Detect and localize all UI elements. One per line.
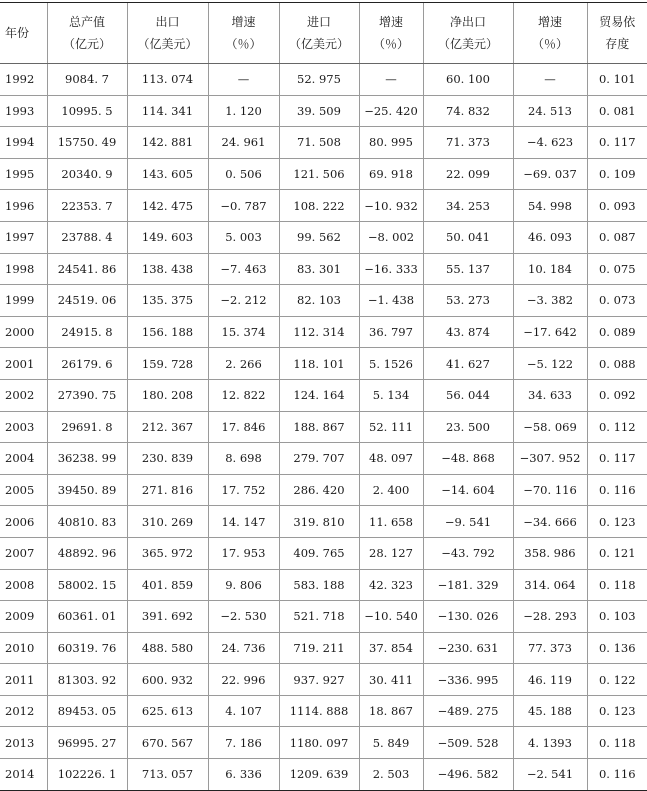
cell-export-growth: 8. 698 xyxy=(208,443,279,475)
cell-total-output: 96995. 27 xyxy=(47,727,127,759)
cell-total-output: 23788. 4 xyxy=(47,221,127,253)
cell-export: 271. 816 xyxy=(127,474,208,506)
cell-year: 1997 xyxy=(0,221,47,253)
table-body xyxy=(0,64,647,791)
cell-export: 156. 188 xyxy=(127,316,208,348)
cell-total-output: 20340. 9 xyxy=(47,158,127,190)
cell-export: 143. 605 xyxy=(127,158,208,190)
column-header-line2: （亿元） xyxy=(62,37,111,51)
cell-net-export: 34. 253 xyxy=(423,190,513,222)
cell-year: 2001 xyxy=(0,348,47,380)
cell-net-export: 74. 832 xyxy=(423,95,513,127)
cell-total-output: 60361. 01 xyxy=(47,601,127,633)
cell-year: 1992 xyxy=(0,64,47,96)
cell-import: 583. 188 xyxy=(279,569,359,601)
column-header-line1: 增速 xyxy=(537,15,562,29)
cell-net-export-growth: −307. 952 xyxy=(513,443,587,475)
cell-net-export-growth: 46. 093 xyxy=(513,221,587,253)
column-header-net-export-growth xyxy=(513,3,587,64)
table-row xyxy=(0,316,647,348)
cell-export-growth: 4. 107 xyxy=(208,695,279,727)
cell-net-export: −48. 868 xyxy=(423,443,513,475)
cell-import: 719. 211 xyxy=(279,632,359,664)
column-header-line1: 年份 xyxy=(5,26,30,40)
cell-import-growth: — xyxy=(359,64,423,96)
cell-import-growth: −25. 420 xyxy=(359,95,423,127)
cell-net-export: −14. 604 xyxy=(423,474,513,506)
cell-export: 230. 839 xyxy=(127,443,208,475)
table-row xyxy=(0,443,647,475)
cell-import-growth: −10. 932 xyxy=(359,190,423,222)
cell-import: 279. 707 xyxy=(279,443,359,475)
table-row xyxy=(0,601,647,633)
cell-net-export-growth: 34. 633 xyxy=(513,379,587,411)
cell-year: 1994 xyxy=(0,127,47,159)
column-header-line2: （％） xyxy=(372,37,409,51)
cell-net-export: −496. 582 xyxy=(423,759,513,791)
cell-total-output: 26179. 6 xyxy=(47,348,127,380)
cell-year: 1995 xyxy=(0,158,47,190)
cell-net-export-growth: −34. 666 xyxy=(513,506,587,538)
cell-net-export-growth: 10. 184 xyxy=(513,253,587,285)
cell-trade-dependence: 0. 101 xyxy=(587,64,647,96)
cell-trade-dependence: 0. 117 xyxy=(587,443,647,475)
column-header-line2: （亿美元） xyxy=(437,37,498,51)
cell-import-growth: 48. 097 xyxy=(359,443,423,475)
cell-import-growth: 11. 658 xyxy=(359,506,423,538)
cell-net-export: −336. 995 xyxy=(423,664,513,696)
table-row xyxy=(0,253,647,285)
cell-export: 713. 057 xyxy=(127,759,208,791)
cell-net-export-growth: −17. 642 xyxy=(513,316,587,348)
cell-trade-dependence: 0. 122 xyxy=(587,664,647,696)
cell-import-growth: 36. 797 xyxy=(359,316,423,348)
column-header-line1: 增速 xyxy=(231,15,256,29)
cell-net-export-growth: −28. 293 xyxy=(513,601,587,633)
cell-net-export: 50. 041 xyxy=(423,221,513,253)
cell-export-growth: 9. 806 xyxy=(208,569,279,601)
column-header-trade-dependence xyxy=(587,3,647,64)
cell-year: 2013 xyxy=(0,727,47,759)
cell-total-output: 102226. 1 xyxy=(47,759,127,791)
cell-net-export: −9. 541 xyxy=(423,506,513,538)
cell-net-export: 53. 273 xyxy=(423,285,513,317)
cell-import-growth: 80. 995 xyxy=(359,127,423,159)
cell-export-growth: 5. 003 xyxy=(208,221,279,253)
cell-year: 2008 xyxy=(0,569,47,601)
table-row xyxy=(0,190,647,222)
cell-trade-dependence: 0. 123 xyxy=(587,506,647,538)
cell-import-growth: 18. 867 xyxy=(359,695,423,727)
cell-net-export: 22. 099 xyxy=(423,158,513,190)
cell-export: 138. 438 xyxy=(127,253,208,285)
cell-import: 112. 314 xyxy=(279,316,359,348)
column-header-line1: 总产值 xyxy=(68,15,105,29)
cell-export-growth: −0. 787 xyxy=(208,190,279,222)
cell-total-output: 60319. 76 xyxy=(47,632,127,664)
cell-year: 2006 xyxy=(0,506,47,538)
column-header-line2: （亿美元） xyxy=(288,37,349,51)
cell-export-growth: −2. 212 xyxy=(208,285,279,317)
cell-net-export-growth: −69. 037 xyxy=(513,158,587,190)
cell-export: 142. 881 xyxy=(127,127,208,159)
cell-export: 135. 375 xyxy=(127,285,208,317)
cell-year: 1996 xyxy=(0,190,47,222)
column-header-total-output xyxy=(47,3,127,64)
column-header-line2: （％） xyxy=(225,37,262,51)
cell-net-export-growth: 45. 188 xyxy=(513,695,587,727)
cell-trade-dependence: 0. 089 xyxy=(587,316,647,348)
column-header-line1: 净出口 xyxy=(449,15,486,29)
cell-net-export: −489. 275 xyxy=(423,695,513,727)
cell-import-growth: −10. 540 xyxy=(359,601,423,633)
cell-total-output: 48892. 96 xyxy=(47,537,127,569)
cell-trade-dependence: 0. 117 xyxy=(587,127,647,159)
cell-year: 1993 xyxy=(0,95,47,127)
cell-export-growth: −7. 463 xyxy=(208,253,279,285)
cell-export-growth: — xyxy=(208,64,279,96)
cell-export-growth: 17. 953 xyxy=(208,537,279,569)
cell-export-growth: 2. 266 xyxy=(208,348,279,380)
cell-net-export-growth: 24. 513 xyxy=(513,95,587,127)
column-header-export-growth xyxy=(208,3,279,64)
cell-import: 108. 222 xyxy=(279,190,359,222)
cell-total-output: 39450. 89 xyxy=(47,474,127,506)
cell-trade-dependence: 0. 116 xyxy=(587,474,647,506)
table-row xyxy=(0,127,647,159)
cell-total-output: 10995. 5 xyxy=(47,95,127,127)
cell-net-export: −130. 026 xyxy=(423,601,513,633)
cell-import: 124. 164 xyxy=(279,379,359,411)
table-row xyxy=(0,221,647,253)
cell-import: 71. 508 xyxy=(279,127,359,159)
cell-import: 82. 103 xyxy=(279,285,359,317)
cell-import: 121. 506 xyxy=(279,158,359,190)
table-row xyxy=(0,95,647,127)
cell-net-export-growth: 46. 119 xyxy=(513,664,587,696)
column-header-import xyxy=(279,3,359,64)
cell-net-export: 55. 137 xyxy=(423,253,513,285)
cell-import: 83. 301 xyxy=(279,253,359,285)
cell-export: 212. 367 xyxy=(127,411,208,443)
cell-export: 149. 603 xyxy=(127,221,208,253)
cell-net-export-growth: 4. 1393 xyxy=(513,727,587,759)
cell-trade-dependence: 0. 118 xyxy=(587,569,647,601)
cell-net-export-growth: −70. 116 xyxy=(513,474,587,506)
cell-export: 625. 613 xyxy=(127,695,208,727)
cell-total-output: 89453. 05 xyxy=(47,695,127,727)
table-row xyxy=(0,632,647,664)
cell-import-growth: 28. 127 xyxy=(359,537,423,569)
cell-net-export: −181. 329 xyxy=(423,569,513,601)
cell-import-growth: 5. 849 xyxy=(359,727,423,759)
cell-year: 2004 xyxy=(0,443,47,475)
trade-statistics-table xyxy=(0,2,647,791)
cell-import-growth: 5. 1526 xyxy=(359,348,423,380)
cell-export: 600. 932 xyxy=(127,664,208,696)
cell-year: 2010 xyxy=(0,632,47,664)
column-header-line2: （％） xyxy=(531,37,568,51)
table-row xyxy=(0,759,647,791)
cell-trade-dependence: 0. 121 xyxy=(587,537,647,569)
table-row xyxy=(0,285,647,317)
cell-import: 1209. 639 xyxy=(279,759,359,791)
cell-export-growth: 22. 996 xyxy=(208,664,279,696)
table-row xyxy=(0,474,647,506)
cell-export: 365. 972 xyxy=(127,537,208,569)
table-row xyxy=(0,537,647,569)
cell-trade-dependence: 0. 123 xyxy=(587,695,647,727)
column-header-year xyxy=(0,3,47,64)
cell-export-growth: 1. 120 xyxy=(208,95,279,127)
cell-year: 2012 xyxy=(0,695,47,727)
cell-trade-dependence: 0. 081 xyxy=(587,95,647,127)
column-header-line1: 增速 xyxy=(378,15,403,29)
cell-export: 114. 341 xyxy=(127,95,208,127)
cell-total-output: 81303. 92 xyxy=(47,664,127,696)
cell-trade-dependence: 0. 112 xyxy=(587,411,647,443)
cell-year: 2003 xyxy=(0,411,47,443)
cell-total-output: 9084. 7 xyxy=(47,64,127,96)
cell-net-export: −509. 528 xyxy=(423,727,513,759)
cell-net-export-growth: −58. 069 xyxy=(513,411,587,443)
cell-import: 52. 975 xyxy=(279,64,359,96)
cell-trade-dependence: 0. 103 xyxy=(587,601,647,633)
table-row xyxy=(0,569,647,601)
cell-net-export: 56. 044 xyxy=(423,379,513,411)
cell-trade-dependence: 0. 075 xyxy=(587,253,647,285)
cell-total-output: 15750. 49 xyxy=(47,127,127,159)
cell-net-export: 60. 100 xyxy=(423,64,513,96)
cell-export-growth: 0. 506 xyxy=(208,158,279,190)
cell-trade-dependence: 0. 116 xyxy=(587,759,647,791)
cell-total-output: 22353. 7 xyxy=(47,190,127,222)
cell-total-output: 27390. 75 xyxy=(47,379,127,411)
cell-total-output: 24519. 06 xyxy=(47,285,127,317)
cell-export-growth: 24. 736 xyxy=(208,632,279,664)
cell-net-export-growth: −4. 623 xyxy=(513,127,587,159)
cell-import: 188. 867 xyxy=(279,411,359,443)
cell-net-export-growth: 54. 998 xyxy=(513,190,587,222)
cell-year: 2005 xyxy=(0,474,47,506)
cell-import-growth: −16. 333 xyxy=(359,253,423,285)
cell-net-export: −43. 792 xyxy=(423,537,513,569)
cell-export: 180. 208 xyxy=(127,379,208,411)
column-header-line1: 进口 xyxy=(306,15,331,29)
cell-trade-dependence: 0. 109 xyxy=(587,158,647,190)
cell-export-growth: 15. 374 xyxy=(208,316,279,348)
cell-import-growth: 69. 918 xyxy=(359,158,423,190)
table-row xyxy=(0,158,647,190)
cell-export: 401. 859 xyxy=(127,569,208,601)
cell-import: 319. 810 xyxy=(279,506,359,538)
column-header-line1: 出口 xyxy=(155,15,180,29)
cell-import: 1180. 097 xyxy=(279,727,359,759)
cell-net-export-growth: 77. 373 xyxy=(513,632,587,664)
cell-total-output: 58002. 15 xyxy=(47,569,127,601)
cell-export-growth: −2. 530 xyxy=(208,601,279,633)
cell-trade-dependence: 0. 092 xyxy=(587,379,647,411)
cell-trade-dependence: 0. 093 xyxy=(587,190,647,222)
cell-import: 937. 927 xyxy=(279,664,359,696)
table-row xyxy=(0,411,647,443)
cell-net-export: 43. 874 xyxy=(423,316,513,348)
cell-export: 142. 475 xyxy=(127,190,208,222)
cell-net-export-growth: −5. 122 xyxy=(513,348,587,380)
table-row xyxy=(0,727,647,759)
cell-export-growth: 17. 752 xyxy=(208,474,279,506)
cell-net-export-growth: — xyxy=(513,64,587,96)
cell-year: 2009 xyxy=(0,601,47,633)
cell-import-growth: 37. 854 xyxy=(359,632,423,664)
cell-total-output: 29691. 8 xyxy=(47,411,127,443)
cell-trade-dependence: 0. 073 xyxy=(587,285,647,317)
cell-total-output: 24915. 8 xyxy=(47,316,127,348)
column-header-export xyxy=(127,3,208,64)
cell-import: 118. 101 xyxy=(279,348,359,380)
column-header-import-growth xyxy=(359,3,423,64)
cell-trade-dependence: 0. 087 xyxy=(587,221,647,253)
cell-year: 2007 xyxy=(0,537,47,569)
cell-net-export: −230. 631 xyxy=(423,632,513,664)
cell-import-growth: −1. 438 xyxy=(359,285,423,317)
cell-export-growth: 12. 822 xyxy=(208,379,279,411)
cell-trade-dependence: 0. 118 xyxy=(587,727,647,759)
table-row xyxy=(0,664,647,696)
cell-export: 488. 580 xyxy=(127,632,208,664)
cell-import-growth: 52. 111 xyxy=(359,411,423,443)
column-header-line1: 贸易依 xyxy=(599,15,636,29)
column-header-net-export xyxy=(423,3,513,64)
cell-import-growth: 2. 503 xyxy=(359,759,423,791)
cell-export-growth: 24. 961 xyxy=(208,127,279,159)
cell-net-export-growth: 314. 064 xyxy=(513,569,587,601)
cell-import-growth: 2. 400 xyxy=(359,474,423,506)
cell-import: 1114. 888 xyxy=(279,695,359,727)
cell-import-growth: −8. 002 xyxy=(359,221,423,253)
table-row xyxy=(0,348,647,380)
cell-total-output: 40810. 83 xyxy=(47,506,127,538)
cell-year: 2000 xyxy=(0,316,47,348)
cell-import: 521. 718 xyxy=(279,601,359,633)
column-header-line2: 存度 xyxy=(605,37,630,51)
cell-import-growth: 42. 323 xyxy=(359,569,423,601)
cell-export-growth: 7. 186 xyxy=(208,727,279,759)
cell-export-growth: 17. 846 xyxy=(208,411,279,443)
cell-export-growth: 14. 147 xyxy=(208,506,279,538)
cell-import: 99. 562 xyxy=(279,221,359,253)
cell-export: 159. 728 xyxy=(127,348,208,380)
cell-year: 2014 xyxy=(0,759,47,791)
cell-net-export: 41. 627 xyxy=(423,348,513,380)
table-header xyxy=(0,3,647,64)
cell-year: 2002 xyxy=(0,379,47,411)
header-row xyxy=(0,3,647,64)
table-row xyxy=(0,695,647,727)
cell-total-output: 36238. 99 xyxy=(47,443,127,475)
cell-import: 39. 509 xyxy=(279,95,359,127)
cell-export: 391. 692 xyxy=(127,601,208,633)
cell-export: 113. 074 xyxy=(127,64,208,96)
cell-year: 2011 xyxy=(0,664,47,696)
cell-net-export: 71. 373 xyxy=(423,127,513,159)
cell-import-growth: 5. 134 xyxy=(359,379,423,411)
cell-trade-dependence: 0. 136 xyxy=(587,632,647,664)
cell-import-growth: 30. 411 xyxy=(359,664,423,696)
cell-net-export-growth: −3. 382 xyxy=(513,285,587,317)
table-row xyxy=(0,64,647,96)
column-header-line2: （亿美元） xyxy=(137,37,198,51)
cell-export: 310. 269 xyxy=(127,506,208,538)
table-row xyxy=(0,506,647,538)
cell-export: 670. 567 xyxy=(127,727,208,759)
table-row xyxy=(0,379,647,411)
cell-trade-dependence: 0. 088 xyxy=(587,348,647,380)
cell-year: 1999 xyxy=(0,285,47,317)
cell-import: 286. 420 xyxy=(279,474,359,506)
cell-net-export-growth: 358. 986 xyxy=(513,537,587,569)
cell-export-growth: 6. 336 xyxy=(208,759,279,791)
cell-year: 1998 xyxy=(0,253,47,285)
cell-net-export: 23. 500 xyxy=(423,411,513,443)
cell-net-export-growth: −2. 541 xyxy=(513,759,587,791)
cell-import: 409. 765 xyxy=(279,537,359,569)
cell-total-output: 24541. 86 xyxy=(47,253,127,285)
